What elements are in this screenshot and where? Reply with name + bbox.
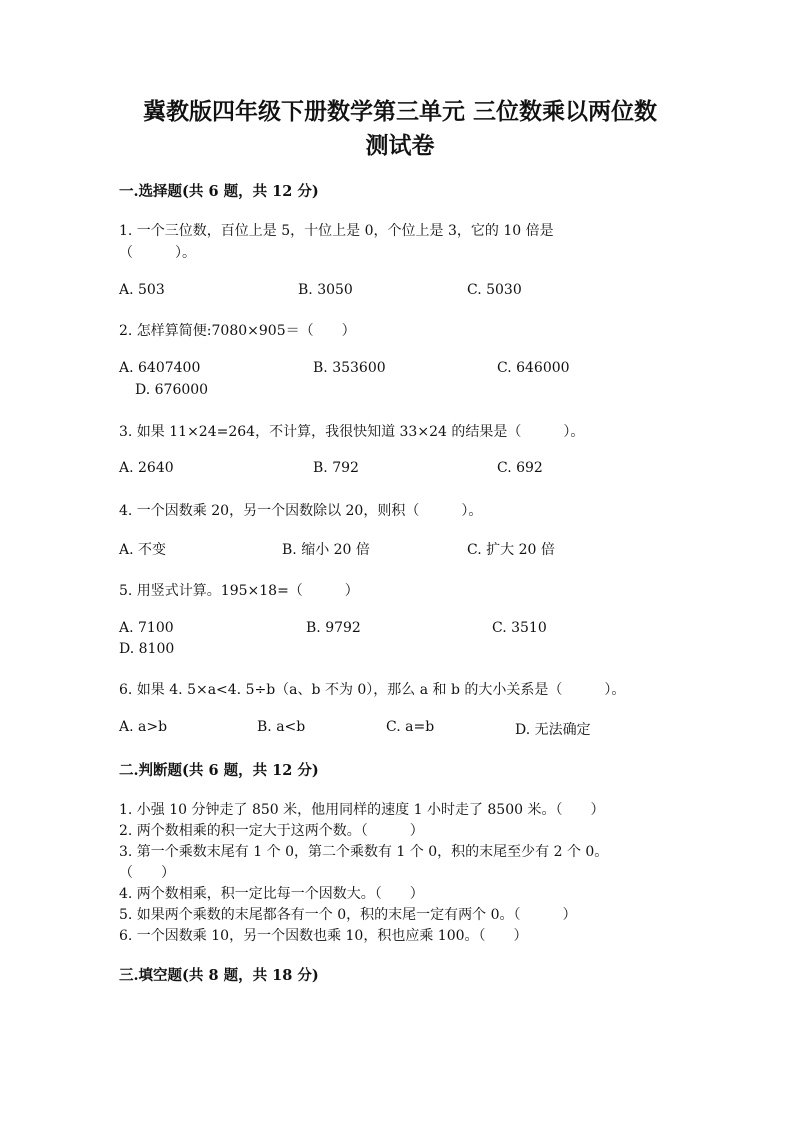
- question-6-text: 6. 如果 4. 5×a<4. 5÷b（a、b 不为 0），那么 a 和 b 的大小关系是（ ）。: [119, 682, 626, 698]
- question-4-text: 4. 一个因数乘 20，另一个因数除以 20，则积（ ）。: [119, 503, 483, 519]
- question-2-option-c: C. 646000: [497, 360, 570, 376]
- question-6-option-b: B. a<b: [257, 719, 306, 735]
- section-heading-true-false: 二.判断题(共 6 题，共 12 分): [119, 762, 319, 779]
- question-6-option-a: A. a>b: [119, 719, 168, 735]
- page-title-line-2: 测试卷: [365, 132, 435, 159]
- true-false-item-5: 5. 如果两个乘数的末尾都各有一个 0，积的末尾一定有两个 0。（ ）: [119, 907, 577, 923]
- true-false-item-1: 1. 小强 10 分钟走了 850 米，他用同样的速度 1 小时走了 8500 米。（ ）: [119, 802, 605, 818]
- question-5-option-a: A. 7100: [119, 620, 174, 636]
- section-heading-choice: 一.选择题(共 6 题，共 12 分): [119, 183, 319, 200]
- true-false-item-2: 2. 两个数相乘的积一定大于这两个数。（ ）: [119, 823, 424, 839]
- true-false-item-4: 4. 两个数相乘，积一定比每一个因数大。（ ）: [119, 886, 424, 902]
- question-2-option-d: D. 676000: [135, 382, 209, 398]
- true-false-item-3: 3. 第一个乘数末尾有 1 个 0，第二个乘数有 1 个 0，积的末尾至少有 2 个 0。: [119, 844, 609, 860]
- question-3-text: 3. 如果 11×24=264，不计算，我很快知道 33×24 的结果是（ ）。: [119, 424, 585, 440]
- true-false-item-6: 6. 一个因数乘 10，另一个因数也乘 10，积也应乘 100。（ ）: [119, 928, 528, 944]
- question-6-option-c: C. a=b: [386, 719, 435, 735]
- question-2-option-a: A. 6407400: [119, 360, 201, 376]
- question-1-option-b: B. 3050: [298, 282, 353, 298]
- question-2-option-b: B. 353600: [313, 360, 386, 376]
- true-false-item-3-blank: （ ）: [119, 865, 175, 881]
- question-2-text: 2. 怎样算简便:7080×905＝（ ）: [119, 323, 356, 339]
- question-3-option-a: A. 2640: [119, 460, 174, 476]
- page-title-line-1: 冀教版四年级下册数学第三单元 三位数乘以两位数: [142, 98, 657, 125]
- question-1-option-c: C. 5030: [467, 282, 522, 298]
- question-1-text: 1. 一个三位数，百位上是 5，十位上是 0，个位上是 3，它的 10 倍是: [119, 223, 554, 239]
- question-1-blank: （ ）。: [119, 245, 196, 261]
- question-3-option-b: B. 792: [313, 460, 359, 476]
- question-4-option-a: A. 不变: [119, 542, 167, 558]
- question-4-option-b: B. 缩小 20 倍: [282, 542, 370, 558]
- question-5-text: 5. 用竖式计算。195×18=（ ）: [119, 583, 359, 599]
- section-heading-fill-blank: 三.填空题(共 8 题，共 18 分): [119, 967, 319, 984]
- question-5-option-b: B. 9792: [306, 620, 361, 636]
- question-4-option-c: C. 扩大 20 倍: [467, 542, 555, 558]
- question-6-option-d: D. 无法确定: [515, 722, 591, 738]
- question-5-option-c: C. 3510: [492, 620, 547, 636]
- question-1-option-a: A. 503: [119, 282, 165, 298]
- question-3-option-c: C. 692: [497, 460, 543, 476]
- question-5-option-d: D. 8100: [119, 641, 175, 657]
